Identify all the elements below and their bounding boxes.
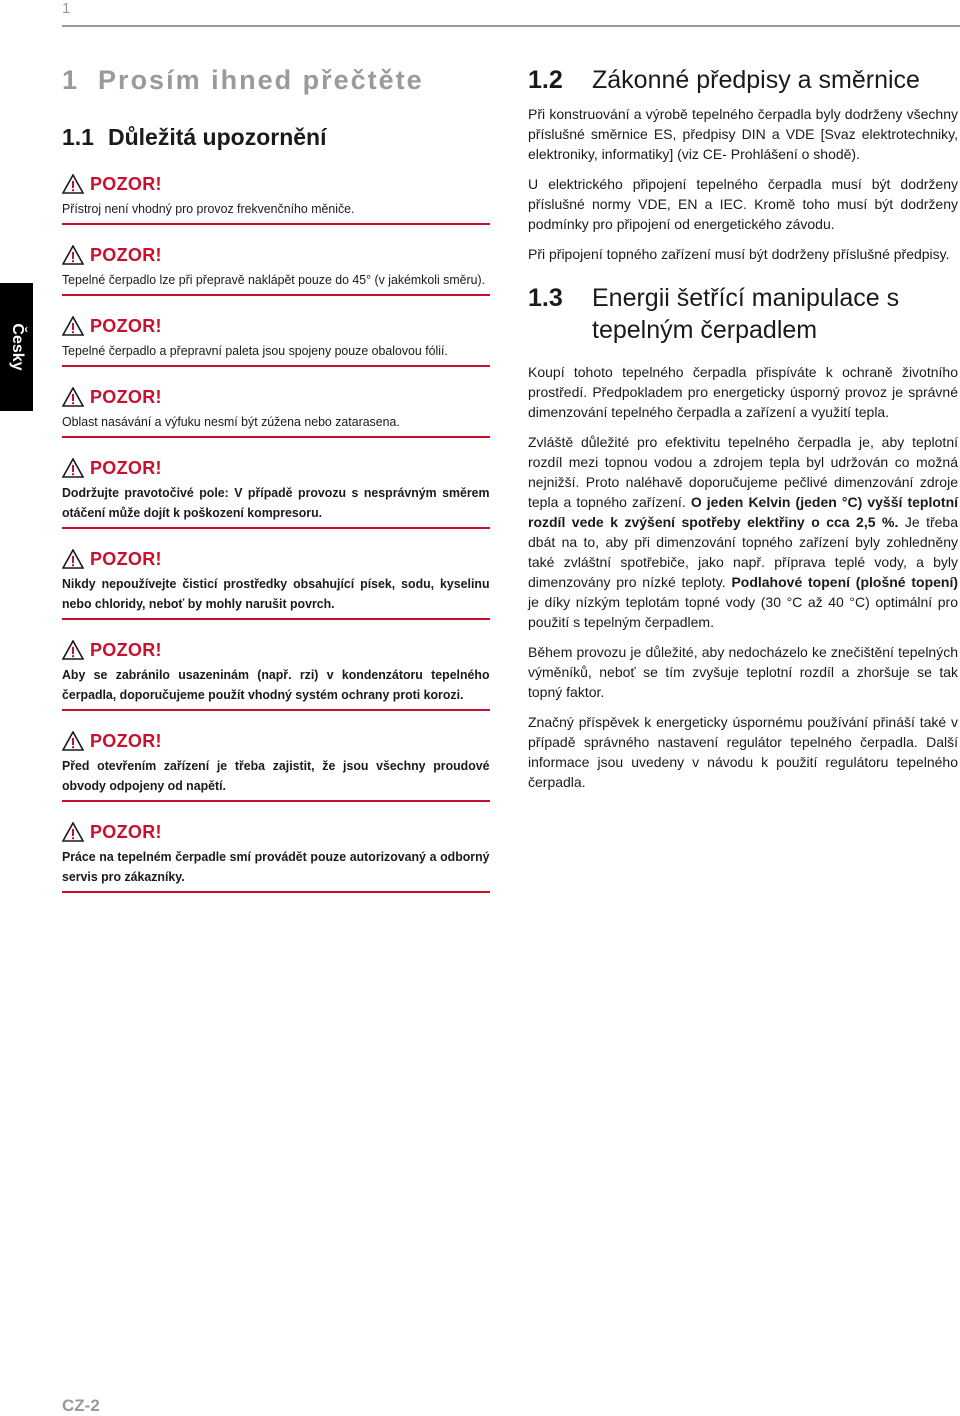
warning-label: POZOR! [90,639,162,660]
warning-label: POZOR! [90,730,162,751]
warning-text: Práce na tepelném čerpadle smí provádět pouze autorizovaný a odborný servis pro zákazníky. [62,849,490,884]
section-title-line-2: tepelným čerpadlem [592,316,818,344]
warning-text: Tepelné čerpadlo lze při přepravě naklápět pouze do 45° (v jakémkoli směru). [62,272,486,287]
warning-triangle-icon [62,640,84,660]
left-column [62,58,490,911]
paragraph: Při konstruování a výrobě tepelného čerpadla byly dodrženy všechny příslušné směrnice ES, předpisy DIN a VDE [Svaz elektrotechniky, elektroniky, informatiky] (viz CE- Prohlášení o shodě). [528,106,958,162]
warning-triangle-icon [62,822,84,842]
section-title [592,282,899,346]
warning-header [62,314,490,338]
warning-triangle-icon [62,245,84,265]
warning-text: Dodržujte pravotočivé pole: V případě provozu s nesprávným směrem otáčení může dojít k poškození kompresoru. [62,485,490,520]
warning-triangle-icon [62,174,84,194]
section-1-2-heading [528,60,958,100]
warning-header [62,456,490,480]
text-run: Je třeba dbát na to, aby při dimenzování topného zařízení byly zohledněny také zvláštní spotřebiče, jako např. příprava teplé vody, a byly dimenzovány pro nízké teploty. [528,514,958,590]
warning-label: POZOR! [90,173,162,194]
warning-label: POZOR! [90,548,162,569]
section-1-3-heading [528,282,958,346]
warning-text: Oblast nasávání a výfuku nesmí být zúžena nebo zatarasena. [62,414,400,429]
chapter-title-text: Prosím ihned přečtěte [98,65,424,95]
section-title-line-1: Energii šetřící manipulace s [592,284,900,312]
warning-block [62,172,490,229]
text-run: je díky nízkým teplotám topné vody (30 °C až 40 °C) optimální pro použití s tepelným čerpadlem. [528,594,958,630]
bold-text-run: O jeden Kelvin (jeden °C) vyšší teplotní rozdíl vede k zvýšení spotřeby elektřiny o cca 2,5 %. [528,494,959,530]
paragraph: Značný příspěvek k energeticky úspornému používání přináší také v případě správného nastavení regulátor tepelného čerpadla. Další informace jsou uvedeny v návodu k použití regulátoru tepelného čerpadla. [528,714,958,790]
warning-rule [62,891,490,893]
section-number: 1.3 [528,284,563,312]
warning-rule [62,800,490,802]
warning-label: POZOR! [90,315,162,336]
section-title: Důležitá upozornění [107,124,327,150]
warning-list [62,172,490,897]
warning-rule [62,223,490,225]
warning-header [62,172,490,196]
chapter-number: 1 [62,65,80,95]
warning-triangle-icon [62,458,84,478]
section-number: 1.1 [62,124,94,150]
chapter-title [62,58,490,102]
warning-rule [62,365,490,367]
footer-page-label: CZ-2 [62,1396,100,1415]
warning-text: Přístroj není vhodný pro provoz frekvenčního měniče. [62,201,355,216]
warning-header [62,638,490,662]
page-number: 1 [62,0,71,17]
warning-rule [62,709,490,711]
section-number: 1.2 [528,66,563,94]
warning-triangle-icon [62,731,84,751]
right-column [528,58,958,802]
warning-header [62,385,490,409]
bold-text-run: Podlahové topení (plošné topení) [731,574,959,590]
language-tab [0,283,33,411]
warning-triangle-icon [62,387,84,407]
warning-rule [62,618,490,620]
warning-block [62,729,490,806]
warning-block [62,547,490,624]
language-tab-label: Česky [8,323,26,371]
warning-rule [62,527,490,529]
paragraph: Během provozu je důležité, aby nedocházelo ke znečištění tepelných výměníků, neboť se tím zvyšuje teplotní rozdíl a zhoršuje se tak topný faktor. [528,644,958,700]
warning-block [62,385,490,442]
paragraph: Koupí tohoto tepelného čerpadla přispíváte k ochraně životního prostředí. Předpokladem pro energeticky úsporný provoz je správné dimenzování tepelného čerpadla a zařízení a využití tepla. [528,364,958,420]
warning-text: Před otevřením zařízení je třeba zajistit, že jsou všechny proudové obvody odpojeny od napětí. [62,758,490,793]
warning-text: Nikdy nepoužívejte čisticí prostředky obsahující písek, sodu, kyselinu nebo chloridy, neboť by mohly narušit povrch. [62,576,490,611]
warning-label: POZOR! [90,244,162,265]
warning-block [62,456,490,533]
warning-label: POZOR! [90,821,162,842]
warning-rule [62,436,490,438]
warning-triangle-icon [62,549,84,569]
warning-text: Tepelné čerpadlo a přepravní paleta jsou spojeny pouze obalovou fólií. [62,343,448,358]
warning-header [62,547,490,571]
warning-header [62,243,490,267]
paragraph: U elektrického připojení tepelného čerpadla musí být dodrženy příslušné normy VDE, EN a IEC. Kromě toho musí být dodrženy podmínky pro připojení od energetického závodu. [528,176,958,232]
warning-label: POZOR! [90,457,162,478]
header-rule [62,25,960,27]
warning-block [62,243,490,300]
text-run: Zvláště důležité pro efektivitu tepelného čerpadla je, aby teplotní rozdíl mezi topnou vodou a zdrojem tepla byl udržován co možná nejnižší. Proto naléhavě doporučujeme pečlivé dimenzování zdroje tepla a topného zařízení. [528,434,958,510]
warning-block [62,638,490,715]
paragraph [528,432,958,632]
warning-header [62,729,490,753]
warning-block [62,820,490,897]
paragraph: Při připojení topného zařízení musí být dodrženy příslušné předpisy. [528,246,950,262]
warning-block [62,314,490,371]
warning-label: POZOR! [90,386,162,407]
warning-rule [62,294,490,296]
warning-triangle-icon [62,316,84,336]
warning-header [62,820,490,844]
warning-text: Aby se zabránilo usazeninám (např. rzi) v kondenzátoru tepelného čerpadla, doporučujeme použít vhodný systém ochrany proti korozi. [62,667,490,702]
section-1-1-heading [62,122,490,152]
section-title: Zákonné předpisy a směrnice [592,66,920,94]
